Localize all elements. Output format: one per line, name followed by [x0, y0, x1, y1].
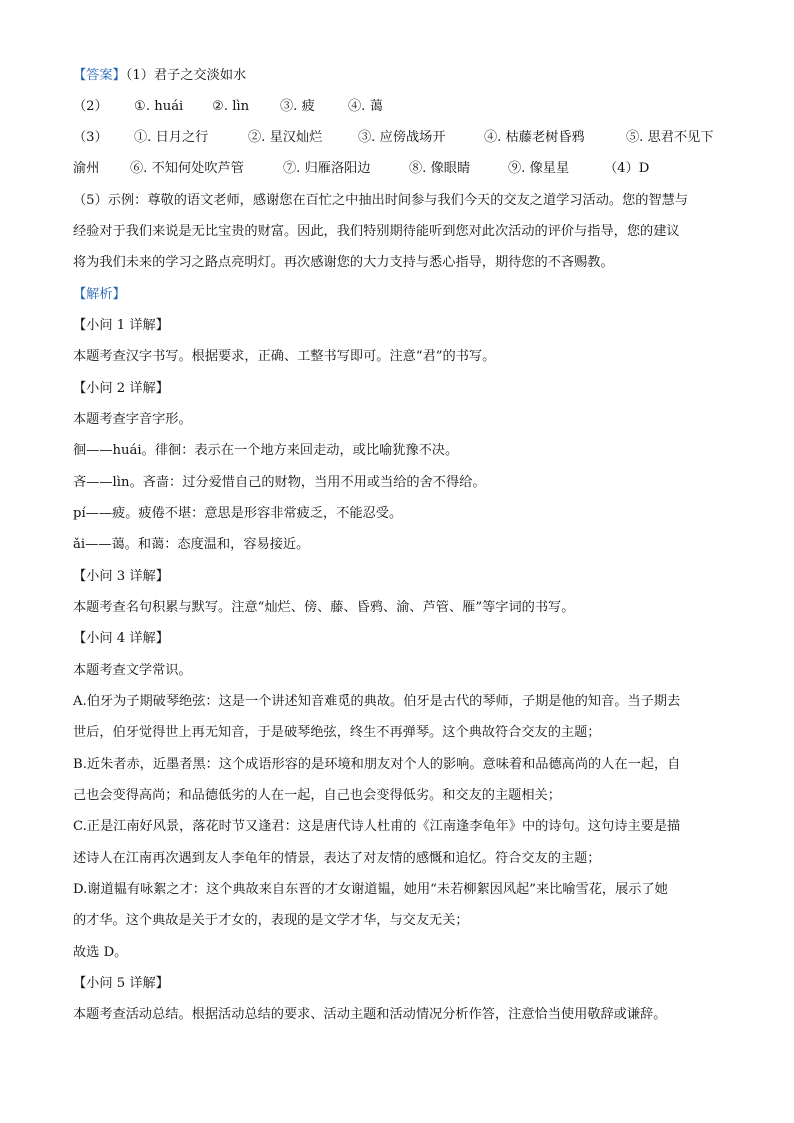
subquestion-4-line: B.近朱者赤，近墨者黑：这个成语形容的是环境和朋友对个人的影响。意味着和品德高尚的人在一起，自	[73, 757, 681, 772]
subquestion-4-line: 述诗人在江南再次遇到友人李龟年的情景，表达了对友情的感慨和追忆。符合交友的主题；	[73, 851, 601, 866]
answer-q3-item: ⑤. 思君不见下	[626, 130, 714, 145]
answer-q1: （1）君子之交淡如水	[125, 68, 247, 83]
subquestion-2-line: ǎi——蔼。和蔼：态度温和，容易接近。	[73, 537, 310, 552]
subquestion-4-line: 己也会变得高尚；和品德低劣的人在一起，自己也会变得低劣。和交友的主题相关；	[73, 788, 561, 803]
answer-q4-item: （4）D	[604, 161, 650, 176]
subquestion-4-line: C.正是江南好风景，落花时节又逢君：这是唐代诗人杜甫的《江南逢李龟年》中的诗句。这句诗主要是描	[73, 819, 681, 834]
subquestion-1-title: 【小问 1 详解】	[73, 318, 169, 333]
answer-q5-line: 将为我们未来的学习之路点亮明灯。再次感谢您的大力支持与悉心指导，期待您的不吝赐教。	[73, 255, 614, 270]
answer-q2-row	[73, 97, 108, 117]
subquestion-4-line: 的才华。这个典故是关于才女的，表现的是文学才华，与交友无关；	[73, 913, 469, 928]
subquestion-1-text: 本题考查汉字书写。根据要求，正确、工整书写即可。注意“君”的书写。	[73, 349, 496, 364]
subquestion-2-line: 吝——lìn。吝啬：过分爱惜自己的财物，当用不用或当给的舍不得给。	[73, 475, 486, 490]
subquestion-4-line: 世后，伯牙觉得世上再无知音，于是破琴绝弦，终生不再弹琴。这个典故符合交友的主题；	[73, 725, 601, 740]
answer-q3-item: ③. 应傍战场开	[358, 130, 446, 145]
answer-q3-item: ⑧. 像眼睛	[409, 161, 471, 176]
subquestion-4-title: 【小问 4 详解】	[73, 631, 169, 646]
subquestion-2-line: 徊——huái。徘徊：表示在一个地方来回走动，或比喻犹豫不决。	[73, 443, 459, 458]
subquestion-4-line: 本题考查文学常识。	[73, 663, 192, 678]
analysis-tag: 【解析】	[73, 287, 126, 302]
subquestion-4-line: 故选 D。	[73, 945, 128, 960]
subquestion-4-line: A.伯牙为子期破琴绝弦：这是一个讲述知音难觅的典故。伯牙是古代的琴师，子期是他的知音。当子期去	[73, 694, 681, 709]
subquestion-4-line: D.谢道韫有咏絮之才：这个典故来自东晋的才女谢道韫，她用“未若柳絮因风起”来比喻雪花，展示了她	[73, 882, 668, 897]
answer-q3-label: （3）	[73, 130, 108, 145]
answer-q2-item: ④. 蔼	[348, 99, 383, 114]
answer-q3-item: ⑨. 像星星	[508, 161, 570, 176]
answer-q2-item: ①. huái	[134, 99, 184, 114]
subquestion-5-title: 【小问 5 详解】	[73, 976, 169, 991]
answer-q3-item: ①. 日月之行	[134, 130, 209, 145]
answer-q3-row-1	[73, 128, 108, 148]
subquestion-3-text: 本题考查名句积累与默写。注意“灿烂、傍、藤、昏鸦、渝、芦管、雁”等字词的书写。	[73, 600, 575, 615]
answer-q3-item: ⑥. 不知何处吹芦管	[130, 161, 244, 176]
answer-q3-item: 渝州	[73, 161, 100, 176]
subquestion-2-line: 本题考查字音字形。	[73, 412, 192, 427]
answer-line-1	[73, 66, 246, 86]
subquestion-2-line: pí——疲。疲倦不堪：意思是形容非常疲乏，不能忍受。	[73, 506, 403, 521]
answer-q2-item: ③. 疲	[280, 99, 315, 114]
answer-q3-item: ②. 星汉灿烂	[248, 130, 323, 145]
answer-q2-label: （2）	[73, 99, 108, 114]
answer-q5-line: （5）示例：尊敬的语文老师，感谢您在百忙之中抽出时间参与我们今天的交友之道学习活动。您的智慧与	[73, 193, 689, 208]
answer-q5-line: 经验对于我们来说是无比宝贵的财富。因此，我们特别期待能听到您对此次活动的评价与指导，您的建议	[73, 224, 680, 239]
answer-q3-item: ④. 枯藤老树昏鸦	[484, 130, 585, 145]
answer-tag: 【答案】	[73, 68, 126, 83]
subquestion-3-title: 【小问 3 详解】	[73, 569, 169, 584]
answer-q3-item: ⑦. 归雁洛阳边	[283, 161, 371, 176]
subquestion-5-text: 本题考查活动总结。根据活动总结的要求、活动主题和活动情况分析作答，注意恰当使用敬辞或谦辞。	[73, 1007, 667, 1022]
subquestion-2-title: 【小问 2 详解】	[73, 381, 169, 396]
answer-q2-item: ②. lìn	[212, 99, 250, 114]
